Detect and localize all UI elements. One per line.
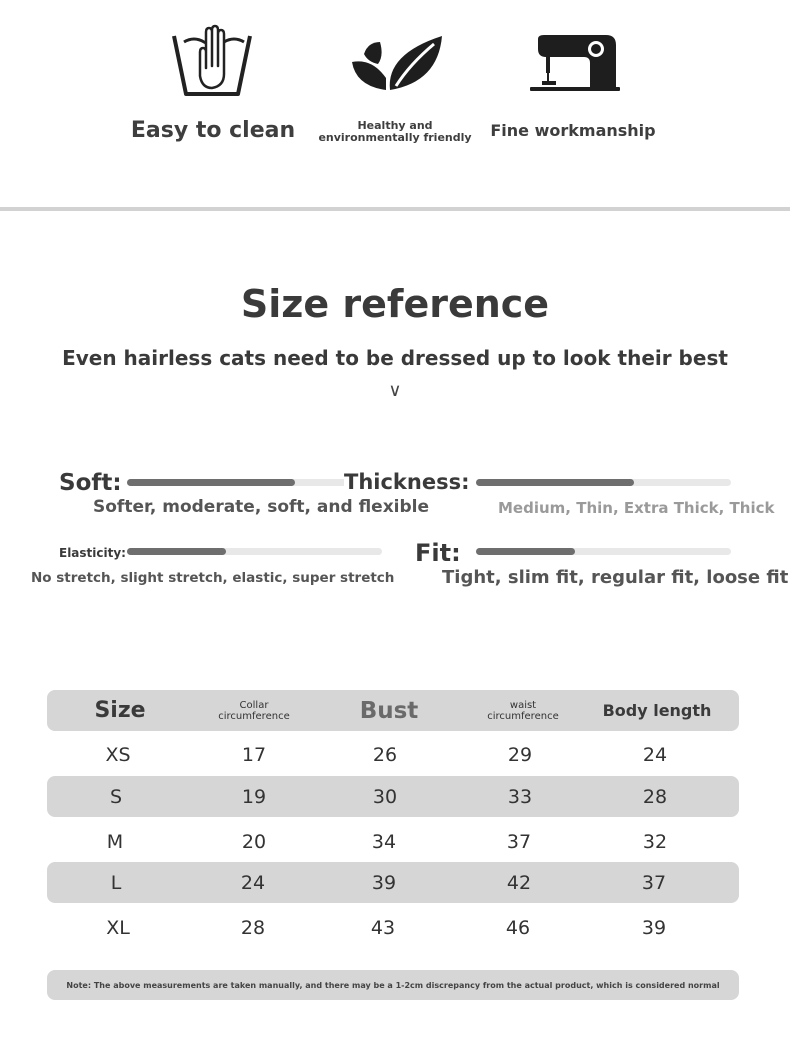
cell-bust: 34 [371,830,397,853]
table-row [47,907,739,948]
table-header-row [47,690,739,731]
header-body-length: Body length [602,701,712,720]
header-bust: Bust [359,697,419,724]
cell-bust: 43 [370,916,396,939]
measurement-note: Note: The above measurements are taken manually, and there may be a 1-2cm discrepancy from the actual product, which is considered normal [47,970,739,1000]
cell-waist: 33 [507,785,533,808]
cell-length: 37 [641,871,667,894]
soft-bar-fill [127,479,295,486]
cell-collar: 19 [241,785,267,808]
thickness-bar-fill [476,479,634,486]
feature-label-workmanship: Fine workmanship [490,121,656,140]
elasticity-label: Elasticity: [59,546,126,560]
cell-bust: 39 [371,871,397,894]
header-waist-line2: circumference [487,710,559,722]
cell-collar: 28 [240,916,266,939]
cell-length: 24 [642,743,668,766]
feature-label-eco-line2: environmentally friendly [318,131,472,144]
header-collar [189,690,319,731]
header-collar-line1: Collar [239,699,269,711]
cell-bust: 26 [372,743,398,766]
table-row [47,862,739,903]
header-waist [458,690,588,731]
header-collar-line2: circumference [218,710,290,722]
header-size: Size [94,698,146,723]
table-row [47,776,739,817]
features-section [0,0,790,205]
cell-collar: 17 [241,743,267,766]
cell-size: XS [105,743,131,766]
elasticity-description: No stretch, slight stretch, elastic, super stretch [31,570,395,586]
chevron-down-icon: ∨ [388,380,402,401]
cell-collar: 24 [240,871,266,894]
cell-size: L [110,871,122,894]
fit-description: Tight, slim fit, regular fit, loose fit [442,567,789,588]
feature-label-easy-clean: Easy to clean [130,118,296,143]
soft-label: Soft: [59,470,122,496]
cell-length: 28 [642,785,668,808]
elasticity-bar-fill [127,548,226,555]
thickness-label: Thickness: [344,470,475,494]
thickness-description: Medium, Thin, Extra Thick, Thick [498,499,775,517]
cell-waist: 46 [505,916,531,939]
size-reference-title: Size reference [240,282,550,326]
feature-label-eco-line1: Healthy and [357,119,433,132]
leaf-icon [350,34,444,92]
thickness-bar [476,479,731,486]
cell-size: XL [106,916,130,939]
size-reference-subtitle: Even hairless cats need to be dressed up to look their best [62,346,728,370]
table-row [47,734,739,775]
fit-label: Fit: [415,539,461,567]
section-divider [0,207,790,211]
cell-length: 39 [641,916,667,939]
fit-bar-fill [476,548,575,555]
soft-description: Softer, moderate, soft, and flexible [93,497,430,517]
hand-wash-icon [170,24,254,100]
table-row [47,821,739,862]
sewing-machine-icon [528,33,622,93]
cell-waist: 37 [506,830,532,853]
cell-waist: 29 [507,743,533,766]
cell-collar: 20 [241,830,267,853]
cell-length: 32 [642,830,668,853]
fit-bar [476,548,731,555]
cell-waist: 42 [506,871,532,894]
header-waist-line1: waist [509,699,537,711]
cell-bust: 30 [372,785,398,808]
cell-size: S [109,785,123,808]
elasticity-bar [127,548,382,555]
cell-size: M [106,830,124,853]
